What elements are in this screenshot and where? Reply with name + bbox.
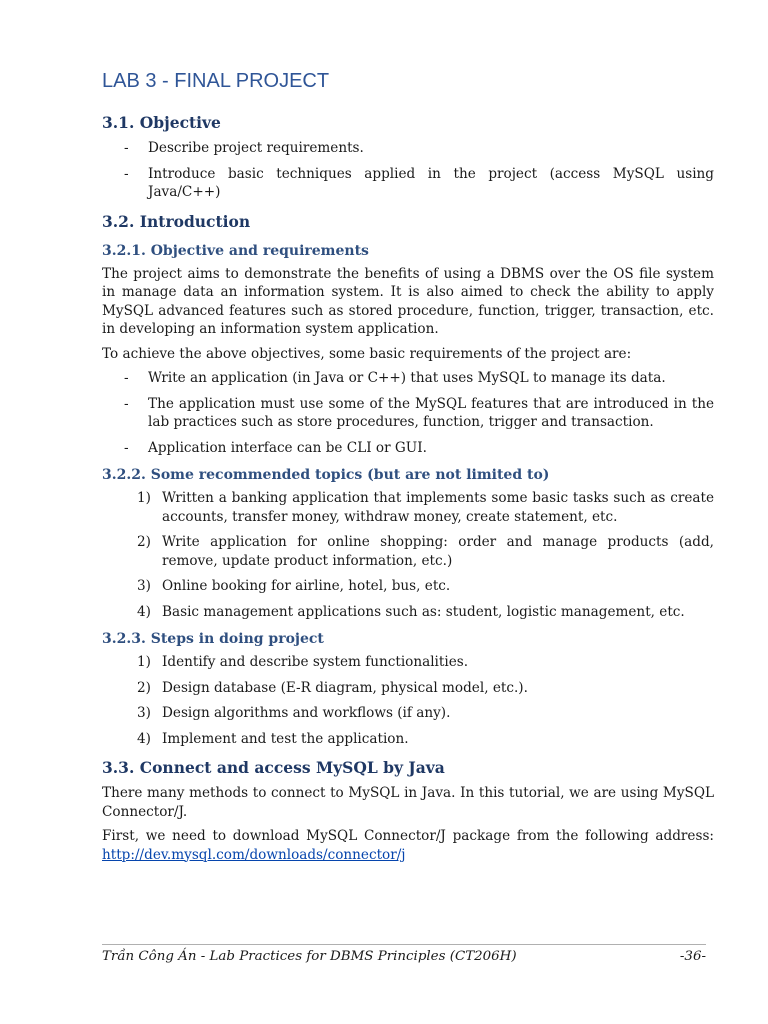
list-item: 2) Design database (E-R diagram, physical model, etc.).: [137, 679, 528, 696]
connector-download-link[interactable]: http://dev.mysql.com/downloads/connector/j: [102, 846, 406, 863]
section-3-3-heading: 3.3. Connect and access MySQL by Java: [102, 758, 445, 777]
page-number: -36-: [679, 949, 706, 964]
list-item: - Describe project requirements.: [124, 140, 364, 156]
section-3-2-2-heading: 3.2.2. Some recommended topics (but are not limited to): [102, 467, 550, 483]
steps-list: [102, 653, 714, 748]
list-item: 1) Identify and describe system functionalities.: [137, 654, 469, 670]
document-page: [102, 70, 714, 864]
list-item: 3) Design algorithms and workflows (if any).: [137, 705, 451, 721]
list-item: 2) Write application for online shopping: order and manage products (add, remove, update product information, etc.): [137, 534, 714, 569]
section-3-2-heading: 3.2. Introduction: [102, 211, 251, 231]
paragraph: There many methods to connect to MySQL in Java. In this tutorial, we are using MySQL Connector/J.: [102, 785, 714, 820]
list-item: 4) Implement and test the application.: [137, 730, 409, 747]
list-item: - The application must use some of the MySQL features that are introduced in the lab practices such as store procedures, function, trigger and transaction.: [124, 395, 714, 430]
paragraph: To achieve the above objectives, some basic requirements of the project are:: [102, 345, 632, 362]
lab-title: LAB 3 - FINAL PROJECT: [102, 70, 330, 92]
list-item: 4) Basic management applications such as: student, logistic management, etc.: [137, 603, 685, 620]
section-3-2-1-heading: 3.2.1. Objective and requirements: [102, 242, 369, 259]
list-item: - Write an application (in Java or C++) that uses MySQL to manage its data.: [124, 370, 666, 386]
topics-list: [102, 489, 714, 621]
section-3-1-heading: 3.1. Objective: [102, 113, 221, 132]
list-item: 1) Written a banking application that implements some basic tasks such as create accounts, transfer money, withdraw money, create statement, etc.: [137, 490, 714, 525]
list-item: - Application interface can be CLI or GUI.: [124, 439, 427, 456]
footer-author-course: Trần Công Án - Lab Practices for DBMS Principles (CT206H): [102, 949, 517, 964]
objective-list: [102, 139, 714, 202]
list-item: 3) Online booking for airline, hotel, bus, etc.: [137, 578, 451, 594]
requirements-list: [102, 369, 714, 457]
paragraph: First, we need to download MySQL Connector/J package from the following address: http://dev.mysql.com/downloads/connector/j: [102, 828, 714, 863]
list-item: - Introduce basic techniques applied in the project (access MySQL using Java/C++): [124, 165, 714, 200]
page-footer: [102, 944, 706, 964]
section-3-2-3-heading: 3.2.3. Steps in doing project: [102, 631, 324, 647]
paragraph: The project aims to demonstrate the benefits of using a DBMS over the OS file system in manage data an information system. It is also aimed to check the ability to apply MySQL advanced features such as stored procedure, function, trigger, transaction, etc. in developing an information system application.: [102, 265, 714, 337]
